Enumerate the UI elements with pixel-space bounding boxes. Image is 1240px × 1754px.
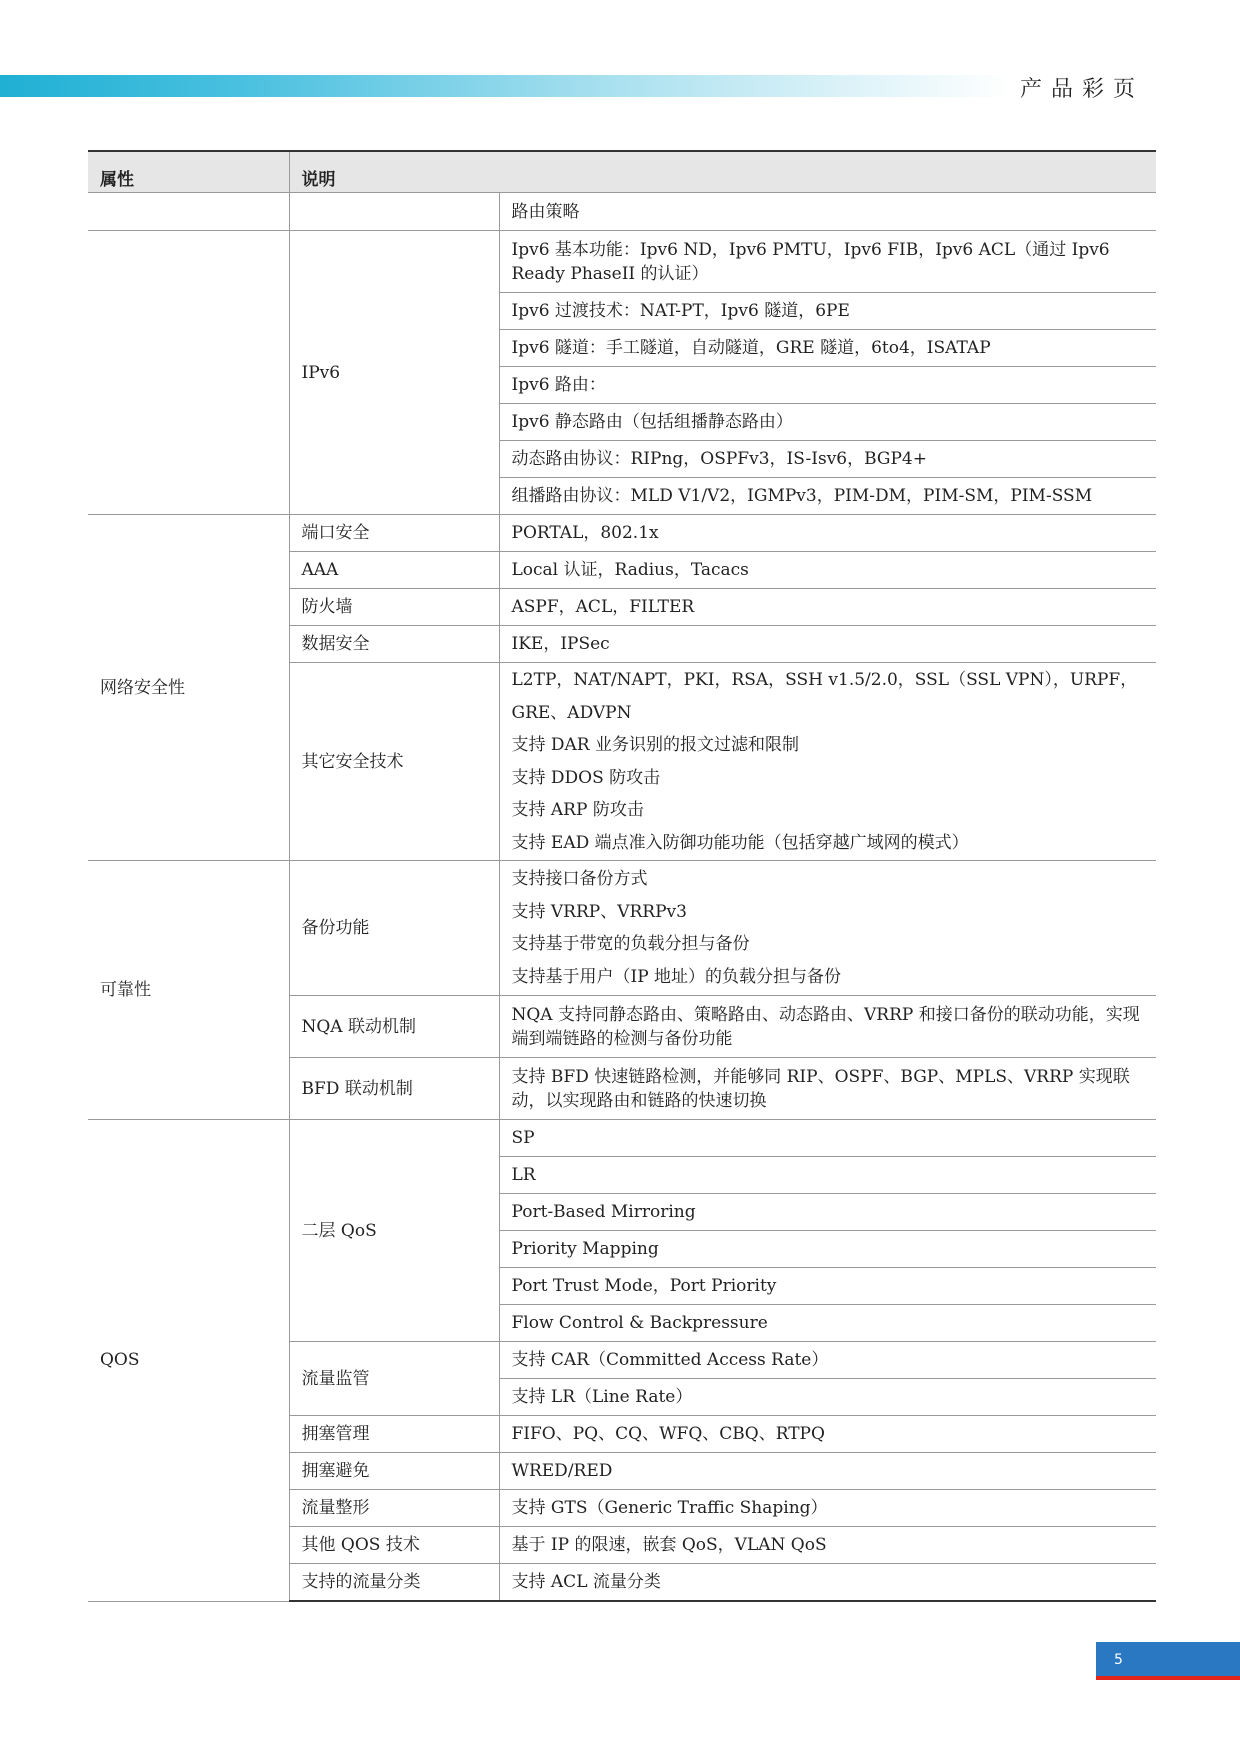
desc-cell: Ipv6 过渡技术：NAT-PT，Ipv6 隧道，6PE bbox=[499, 293, 1156, 330]
category-reliability: 可靠性 bbox=[88, 861, 289, 1120]
spec-table bbox=[88, 150, 1156, 1602]
desc-cell: 路由策略 bbox=[499, 193, 1156, 231]
desc-cell: Flow Control & Backpressure bbox=[499, 1305, 1156, 1342]
feature-cell: BFD 联动机制 bbox=[289, 1058, 499, 1120]
feature-cell: 防火墙 bbox=[289, 589, 499, 626]
feature-cell: 拥塞避免 bbox=[289, 1453, 499, 1490]
category-qos: QOS bbox=[88, 1120, 289, 1602]
desc-cell bbox=[499, 663, 1156, 861]
desc-cell: IKE，IPSec bbox=[499, 626, 1156, 663]
desc-line: 支持接口备份方式 bbox=[511, 869, 648, 889]
category-cell bbox=[88, 193, 289, 231]
page-number-accent bbox=[1096, 1676, 1240, 1680]
table-row bbox=[88, 515, 1156, 552]
feature-cell: AAA bbox=[289, 552, 499, 589]
desc-line: 支持 DDOS 防攻击 bbox=[511, 767, 661, 788]
desc-cell: 动态路由协议：RIPng，OSPFv3，IS-Isv6，BGP4+ bbox=[499, 441, 1156, 478]
feature-cell: 流量监管 bbox=[289, 1342, 499, 1416]
feature-cell bbox=[289, 193, 499, 231]
feature-cell: 其它安全技术 bbox=[289, 663, 499, 861]
table-header-row bbox=[88, 151, 1156, 193]
desc-cell: FIFO、PQ、CQ、WFQ、CBQ、RTPQ bbox=[499, 1416, 1156, 1453]
desc-cell: PORTAL，802.1x bbox=[499, 515, 1156, 552]
desc-cell: Ipv6 基本功能：Ipv6 ND，Ipv6 PMTU，Ipv6 FIB，Ipv6 ACL（通过 Ipv6 Ready PhaseII 的认证） bbox=[499, 231, 1156, 293]
desc-line: 支持 DAR 业务识别的报文过滤和限制 bbox=[511, 735, 800, 755]
desc-line: L2TP，NAT/NAPT，PKI，RSA，SSH v1.5/2.0，SSL（SSL VPN），URPF，GRE、ADVPN bbox=[511, 670, 1138, 723]
table-row bbox=[88, 193, 1156, 231]
table-row bbox=[88, 1120, 1156, 1157]
feature-cell: 端口安全 bbox=[289, 515, 499, 552]
desc-cell: Local 认证，Radius，Tacacs bbox=[499, 552, 1156, 589]
table-row bbox=[88, 861, 1156, 996]
desc-cell: 基于 IP 的限速，嵌套 QoS，VLAN QoS bbox=[499, 1527, 1156, 1564]
desc-cell: Ipv6 静态路由（包括组播静态路由） bbox=[499, 404, 1156, 441]
desc-cell: SP bbox=[499, 1120, 1156, 1157]
category-security: 网络安全性 bbox=[88, 515, 289, 861]
header-gradient-bar bbox=[0, 75, 1010, 97]
desc-line: 支持 ARP 防攻击 bbox=[511, 800, 644, 820]
desc-cell: Ipv6 隧道：手工隧道，自动隧道，GRE 隧道，6to4，ISATAP bbox=[499, 330, 1156, 367]
feature-cell: NQA 联动机制 bbox=[289, 996, 499, 1058]
feature-cell: 备份功能 bbox=[289, 861, 499, 996]
desc-cell: LR bbox=[499, 1157, 1156, 1194]
desc-line: 支持 EAD 端点准入防御功能功能（包括穿越广域网的模式） bbox=[511, 832, 969, 853]
desc-cell: Ipv6 路由： bbox=[499, 367, 1156, 404]
header-description: 说明 bbox=[289, 151, 1156, 193]
desc-cell: ASPF，ACL，FILTER bbox=[499, 589, 1156, 626]
desc-cell: Priority Mapping bbox=[499, 1231, 1156, 1268]
desc-cell: 支持 CAR（Committed Access Rate） bbox=[499, 1342, 1156, 1379]
feature-cell: 数据安全 bbox=[289, 626, 499, 663]
desc-cell: 支持 BFD 快速链路检测，并能够同 RIP、OSPF、BGP、MPLS、VRRP 实现联动，以实现路由和链路的快速切换 bbox=[499, 1058, 1156, 1120]
table-row bbox=[88, 231, 1156, 293]
desc-cell: 支持 ACL 流量分类 bbox=[499, 1564, 1156, 1602]
desc-cell: WRED/RED bbox=[499, 1453, 1156, 1490]
desc-line: 支持 VRRP、VRRPv3 bbox=[511, 901, 687, 922]
desc-cell: Port Trust Mode，Port Priority bbox=[499, 1268, 1156, 1305]
desc-cell: Port-Based Mirroring bbox=[499, 1194, 1156, 1231]
feature-cell: 支持的流量分类 bbox=[289, 1564, 499, 1602]
brand-title: 产品彩页 bbox=[1020, 77, 1145, 102]
feature-cell: 其他 QOS 技术 bbox=[289, 1527, 499, 1564]
desc-cell: 组播路由协议：MLD V1/V2，IGMPv3，PIM-DM，PIM-SM，PIM-SSM bbox=[499, 478, 1156, 515]
feature-cell: 流量整形 bbox=[289, 1490, 499, 1527]
feature-ipv6: IPv6 bbox=[289, 231, 499, 515]
desc-cell: NQA 支持同静态路由、策略路由、动态路由、VRRP 和接口备份的联动功能，实现端到端链路的检测与备份功能 bbox=[499, 996, 1156, 1058]
desc-line: 支持基于带宽的负载分担与备份 bbox=[511, 934, 750, 954]
desc-cell: 支持 LR（Line Rate） bbox=[499, 1379, 1156, 1416]
desc-line: 支持基于用户（IP 地址）的负载分担与备份 bbox=[511, 966, 842, 987]
feature-cell: 拥塞管理 bbox=[289, 1416, 499, 1453]
page-number: 5 bbox=[1096, 1642, 1240, 1676]
desc-cell bbox=[499, 861, 1156, 996]
feature-cell: 二层 QoS bbox=[289, 1120, 499, 1342]
category-cell bbox=[88, 231, 289, 515]
header-attribute: 属性 bbox=[88, 151, 289, 193]
desc-cell: 支持 GTS（Generic Traffic Shaping） bbox=[499, 1490, 1156, 1527]
